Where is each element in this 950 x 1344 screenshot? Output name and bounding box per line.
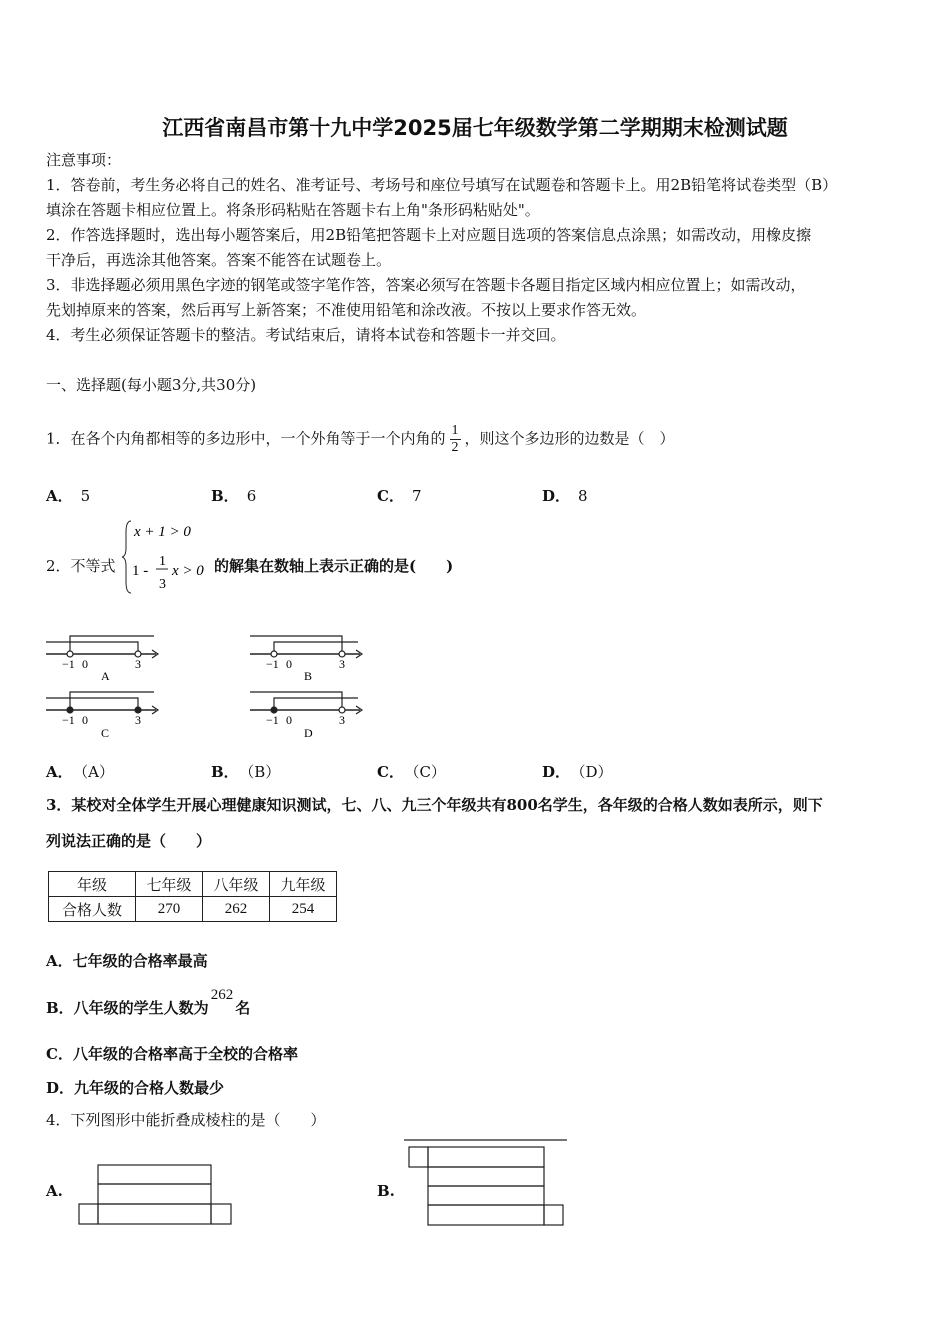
net-side-face (79, 1204, 98, 1224)
q1-stem (46, 423, 675, 456)
q2-option-c[interactable]: C． （C） (377, 763, 446, 781)
section-heading: 一、选择题(每小题3分,共30分) (46, 376, 257, 394)
ray-left-bound (70, 636, 154, 654)
notice-line: 4．考生必须保证答题卡的整洁。考试结束后，请将本试卷和答题卡一并交回。 (46, 326, 566, 344)
q2-option-b[interactable]: B． （B） (211, 763, 281, 781)
ray-right-bound (250, 636, 342, 654)
q1-fraction (450, 423, 461, 456)
q2-diagram-b (248, 632, 368, 682)
notice-heading: 注意事项： (46, 151, 122, 169)
q2-option-d[interactable]: D． （D） (542, 763, 613, 781)
q4-stem: 4．下列图形中能折叠成棱柱的是（ ） (46, 1111, 326, 1129)
table-header-cell: 八年级 (203, 872, 270, 897)
diagram-label: C (101, 726, 110, 740)
table-header-cell: 九年级 (270, 872, 337, 897)
diagram-label: A (101, 669, 110, 682)
net-face (98, 1184, 211, 1204)
net-side-face (409, 1147, 428, 1167)
tick-label: 3 (339, 657, 345, 671)
q3-option-b-number: 262 (210, 987, 234, 1003)
q2-inequality-system (122, 518, 214, 596)
tick-label: −1 (62, 657, 75, 671)
diagram-label: D (304, 726, 313, 740)
tick-label: −1 (266, 657, 279, 671)
tick-label: 3 (339, 713, 345, 727)
net-face (428, 1186, 544, 1205)
ray-left-bound (70, 692, 154, 710)
q2-option-a[interactable]: A． （A） (46, 763, 114, 781)
q2-diagram-a (44, 632, 164, 682)
q2-suffix: 的解集在数轴上表示正确的是( ) (214, 557, 454, 575)
q1-option-a[interactable]: A． 5 (46, 487, 91, 505)
q1-frac-num: 1 (451, 423, 459, 438)
table-header-cell: 年级 (49, 872, 136, 897)
q1-prefix: 1．在各个内角都相等的多边形中，一个外角等于一个内角的 (46, 429, 446, 448)
notice-line: 干净后，再选涂其他答案。答案不能答在试题卷上。 (46, 251, 392, 269)
q1-option-c[interactable]: C． 7 (377, 487, 422, 505)
table-cell: 262 (203, 897, 270, 922)
table-row (49, 897, 337, 922)
q1-option-d[interactable]: D． 8 (542, 487, 588, 505)
q2-brace (122, 521, 131, 593)
notice-line: 3．非选择题必须用黑色字迹的钢笔或签字笔作答，答案必须写在答题卡各题目指定区域内相应位置上；如需改动， (46, 276, 806, 294)
q2-diagram-d (248, 688, 368, 740)
net-side-face (544, 1205, 563, 1225)
q2-ineq2-a: 1 - (132, 563, 149, 579)
tick-label: 0 (286, 713, 292, 727)
tick-label: −1 (62, 713, 75, 727)
q4-option-a[interactable]: A. (46, 1182, 63, 1200)
q4-net-b (402, 1136, 572, 1230)
table-cell: 254 (270, 897, 337, 922)
tick-label: 0 (82, 713, 88, 727)
q2-prefix: 2．不等式 (46, 557, 116, 575)
q3-option-c[interactable]: C．八年级的合格率高于全校的合格率 (46, 1045, 298, 1063)
tick-label: 3 (135, 657, 141, 671)
q2-ineq2-num: 1 (159, 554, 166, 569)
notice-line: 填涂在答题卡相应位置上。将条形码粘贴在答题卡右上角"条形码粘贴处"。 (46, 201, 540, 219)
notice-line: 先划掉原来的答案，然后再写上新答案；不准使用铅笔和涂改液。不按以上要求作答无效。 (46, 301, 647, 319)
q3-option-d[interactable]: D．九年级的合格人数最少 (46, 1079, 225, 1097)
ray-right-bound (46, 642, 138, 654)
net-face (98, 1204, 211, 1224)
table-cell: 270 (136, 897, 203, 922)
notice-line: 1．答卷前，考生务必将自己的姓名、准考证号、考场号和座位号填写在试题卷和答题卡上。用2B铅笔将试卷类型（B） (46, 176, 838, 194)
q3-table (48, 871, 337, 922)
q3-stem-line1: 3．某校对全体学生开展心理健康知识测试，七、八、九三个年级共有800名学生，各年级的合格人数如表所示，则下 (46, 796, 823, 814)
q1-option-b[interactable]: B． 6 (211, 487, 257, 505)
q3-stem-line2: 列说法正确的是（ ） (46, 832, 212, 850)
q1-frac-den: 2 (451, 440, 459, 455)
page-title: 江西省南昌市第十九中学2025届七年级数学第二学期期末检测试题 (162, 116, 788, 140)
net-side-face (211, 1204, 231, 1224)
q4-net-a (76, 1162, 236, 1228)
table-header-cell: 七年级 (136, 872, 203, 897)
table-header-row (49, 872, 337, 897)
ray-right-bound (46, 698, 138, 710)
q2-ineq2-den: 3 (159, 577, 166, 592)
net-face (98, 1165, 211, 1184)
q2-ineq2-b: x > 0 (172, 563, 204, 579)
ray-right-bound (250, 692, 342, 710)
q2-ineq1: x + 1 > 0 (134, 524, 191, 540)
net-face (428, 1167, 544, 1186)
q2-diagram-c (44, 688, 164, 740)
q3-option-a[interactable]: A．七年级的合格率最高 (46, 952, 208, 970)
table-row-label: 合格人数 (49, 897, 136, 922)
q1-suffix: ，则这个多边形的边数是（ ） (464, 429, 675, 448)
q3-option-b[interactable]: B．八年级的学生人数为262名 (46, 987, 251, 1017)
net-face (428, 1147, 544, 1167)
diagram-label: B (304, 669, 313, 682)
net-face (428, 1205, 544, 1225)
notice-line: 2．作答选择题时，选出每小题答案后，用2B铅笔把答题卡上对应题目选项的答案信息点涂黑；如需改动，用橡皮擦 (46, 226, 812, 244)
q4-option-b[interactable]: B. (377, 1182, 395, 1200)
tick-label: −1 (266, 713, 279, 727)
tick-label: 0 (286, 657, 292, 671)
tick-label: 0 (82, 657, 88, 671)
ray-left-bound (274, 642, 358, 654)
tick-label: 3 (135, 713, 141, 727)
ray-left-bound (274, 698, 358, 710)
